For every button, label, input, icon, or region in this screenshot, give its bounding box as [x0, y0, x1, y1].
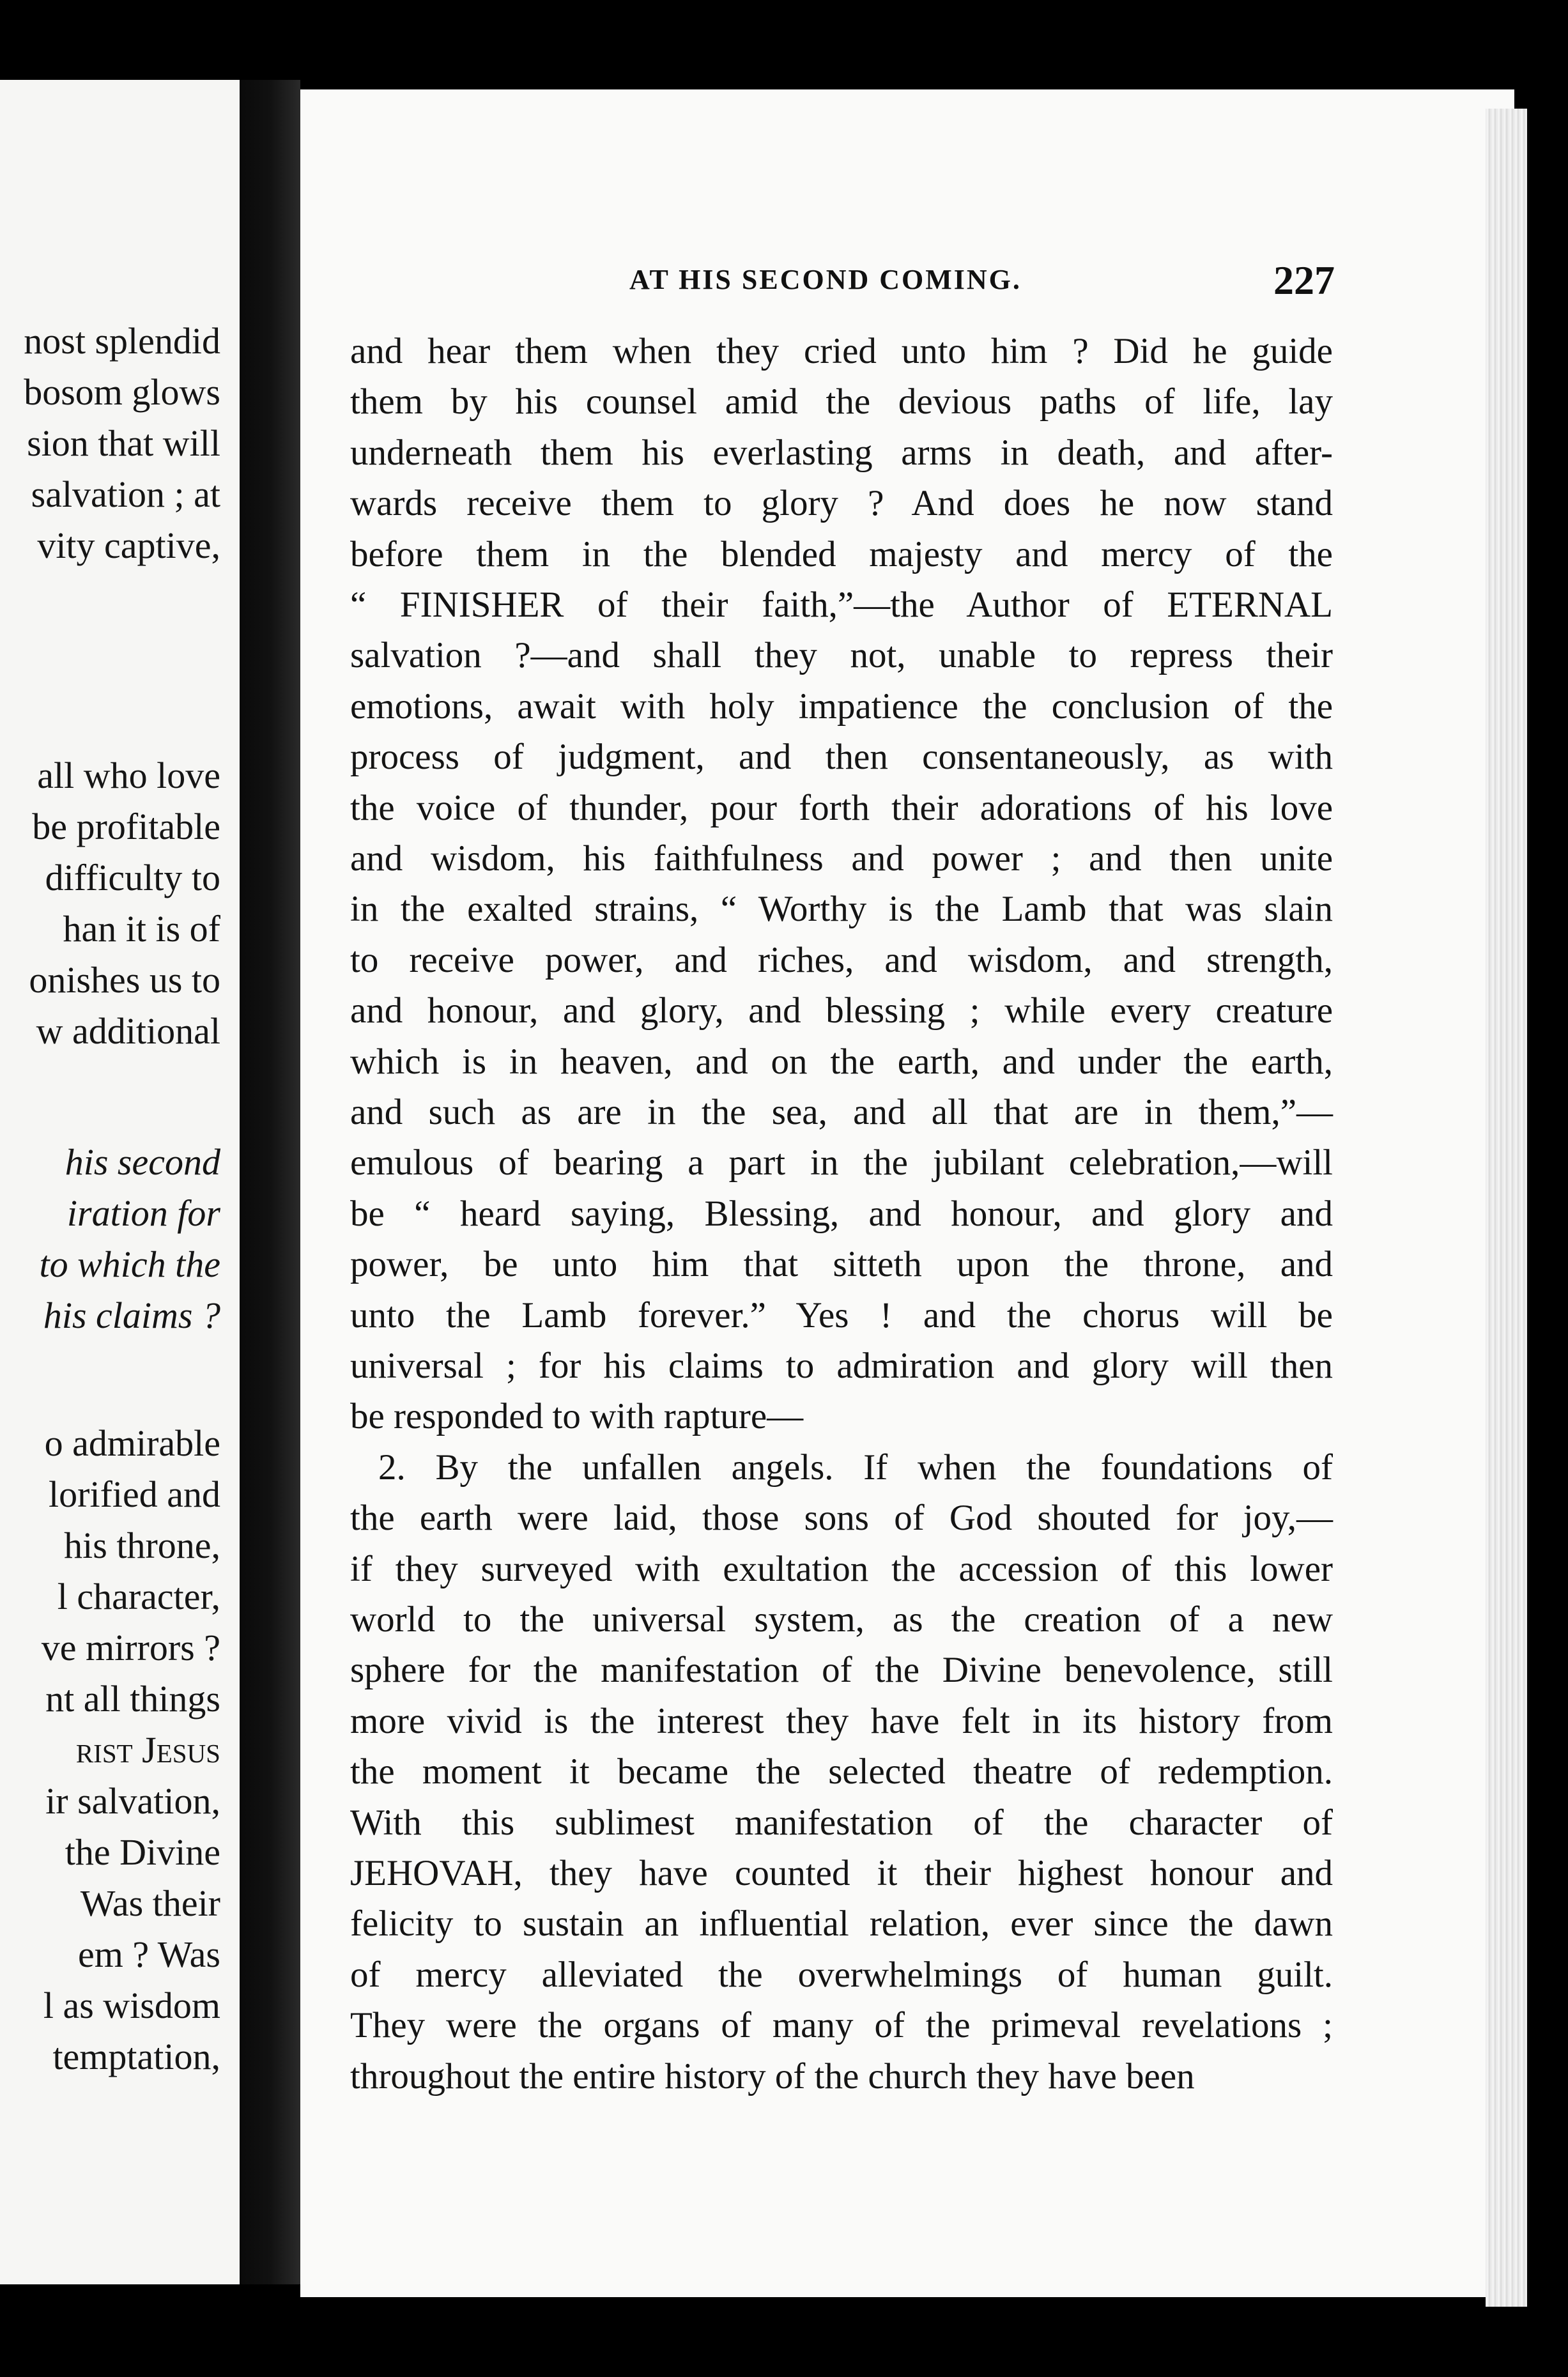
body-line: universal ; for his claims to admiration and glory will then [350, 1346, 1333, 1386]
left-page [0, 80, 240, 2284]
body-line: the voice of thunder, pour forth their adorations of his love [350, 788, 1333, 828]
body-line: in the exalted strains, “ Worthy is the Lamb that was slain [350, 889, 1333, 929]
body-line: the moment it became the selected theatre of redemption. [350, 1751, 1333, 1792]
body-line: wards receive them to glory ? And does he now stand [350, 483, 1333, 523]
body-line: throughout the entire history of the church they have been [350, 2056, 1195, 2096]
body-line: With this sublimest manifestation of the character of [350, 1803, 1333, 1843]
body-line: and hear them when they cried unto him ? Did he guide [350, 331, 1333, 371]
body-line: which is in heaven, and on the earth, and under the earth, [350, 1042, 1333, 1082]
page-edges [1486, 109, 1527, 2307]
body-line: JEHOVAH, they have counted it their highest honour and [350, 1853, 1333, 1893]
body-line: to receive power, and riches, and wisdom, and strength, [350, 940, 1333, 980]
left-page-line: to which the [39, 1243, 220, 1285]
left-page-line: rist Jesus [75, 1729, 220, 1771]
body-line: emotions, await with holy impatience the conclusion of the [350, 686, 1333, 727]
left-page-line: ve mirrors ? [41, 1627, 220, 1668]
left-page-line: vity captive, [37, 525, 220, 566]
left-page-line: han it is of [63, 908, 220, 950]
page-number: 227 [1273, 258, 1335, 303]
left-page-line: l character, [57, 1576, 220, 1617]
body-line: “ FINISHER of their faith,”—the Author of ETERNAL [350, 585, 1333, 625]
body-line: be “ heard saying, Blessing, and honour, and glory and [350, 1194, 1333, 1234]
left-page-line: w additional [36, 1010, 220, 1052]
body-line: and honour, and glory, and blessing ; while every creature [350, 990, 1333, 1031]
body-line: unto the Lamb forever.” Yes ! and the chorus will be [350, 1295, 1333, 1335]
body-line: salvation ?—and shall they not, unable to repress their [350, 635, 1333, 675]
left-page-line: temptation, [52, 2036, 220, 2077]
body-line: sphere for the manifestation of the Divine benevolence, still [350, 1650, 1333, 1690]
body-line: before them in the blended majesty and mercy of the [350, 534, 1333, 574]
body-line: if they surveyed with exultation the accession of this lower [350, 1549, 1333, 1589]
body-line: the earth were laid, those sons of God shouted for joy,— [350, 1498, 1333, 1538]
body-line: emulous of bearing a part in the jubilant celebration,—will [350, 1142, 1333, 1183]
left-page-line: salvation ; at [31, 473, 220, 515]
left-page-line: o admirable [44, 1422, 220, 1464]
left-page-line: ir salvation, [45, 1780, 220, 1822]
left-page-line: be profitable [32, 806, 220, 847]
body-line: be responded to with rapture— [350, 1396, 804, 1436]
left-page-line: sion that will [27, 422, 220, 464]
left-page-line: em ? Was [78, 1934, 220, 1975]
body-line: underneath them his everlasting arms in death, and after- [350, 433, 1333, 473]
body-line: and such as are in the sea, and all that are in them,”— [350, 1092, 1333, 1132]
body-line: and wisdom, his faithfulness and power ; and then unite [350, 838, 1333, 879]
left-page-line: iration for [66, 1192, 220, 1234]
body-line: world to the universal system, as the creation of a new [350, 1599, 1333, 1640]
left-page-line: Was their [80, 1882, 220, 1924]
left-page-line: his second [65, 1141, 220, 1183]
left-page-line: all who love [37, 755, 220, 796]
running-head: AT HIS SECOND COMING. [629, 264, 1022, 295]
left-page-line: nost splendid [24, 320, 220, 362]
body-line: 2. By the unfallen angels. If when the foundations of [378, 1447, 1333, 1488]
left-page-line: bosom glows [24, 371, 220, 413]
left-page-line: his claims ? [43, 1295, 220, 1336]
body-line: power, be unto him that sitteth upon the throne, and [350, 1244, 1333, 1284]
left-page-line: the Divine [65, 1831, 220, 1873]
body-line: them by his counsel amid the devious paths of life, lay [350, 381, 1333, 422]
body-line: They were the organs of many of the primeval revelations ; [350, 2005, 1333, 2045]
left-page-line: onishes us to [29, 959, 220, 1001]
left-page-line: nt all things [45, 1678, 220, 1719]
left-page-line: lorified and [49, 1473, 220, 1515]
body-line: more vivid is the interest they have felt in its history from [350, 1701, 1333, 1741]
left-page-line: difficulty to [45, 857, 220, 898]
left-page-line: l as wisdom [43, 1985, 220, 2026]
book-gutter [240, 80, 300, 2284]
body-line: of mercy alleviated the overwhelmings of human guilt. [350, 1955, 1333, 1995]
body-line: felicity to sustain an influential relation, ever since the dawn [350, 1904, 1333, 1944]
body-line: process of judgment, and then consentaneously, as with [350, 737, 1333, 777]
left-page-line: his throne, [64, 1525, 220, 1566]
